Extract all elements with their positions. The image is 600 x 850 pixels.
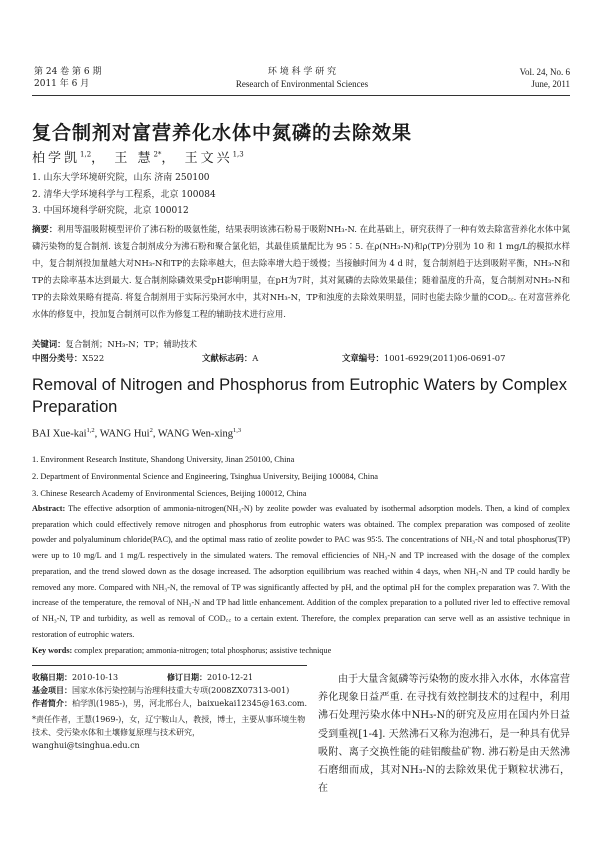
author-affil-mark: 1,2 — [86, 427, 95, 434]
header-right — [520, 66, 570, 90]
header-center — [34, 66, 570, 90]
author-affil-mark: 1,3 — [232, 150, 244, 159]
revised-date: 2010-12-21 — [207, 673, 254, 682]
author-affil-mark: 2* — [153, 150, 162, 159]
revised-label: 修订日期： — [167, 672, 207, 682]
abstract-cn — [32, 221, 570, 323]
author-list-en — [32, 427, 241, 440]
author-affil-mark: 2 — [149, 427, 153, 434]
abstract-label-cn: 摘要： — [32, 224, 58, 234]
keywords-label-en: Key words: — [32, 646, 73, 655]
author-name: WANG Hui — [99, 428, 150, 440]
bio-text: 柏学凯(1985-)，男，河北邢台人，baixuekai12345@163.com. — [72, 699, 308, 709]
date-cn: 2011 年 6 月 — [34, 79, 90, 89]
received-date: 2010-10-13 — [72, 673, 119, 682]
article-title-cn: 复合制剂对富营养化水体中氮磷的去除效果 — [32, 122, 413, 144]
classification-line — [32, 352, 572, 364]
author-name: 柏学凯 — [32, 151, 81, 166]
footnote-block — [32, 665, 307, 752]
author-separator: ， — [91, 151, 108, 166]
author-separator: ， — [161, 151, 178, 166]
affiliation-line: 1. 山东大学环境研究院，山东 济南 250100 — [32, 173, 210, 183]
author-separator: , — [94, 428, 100, 440]
clc-label: 中图分类号： — [32, 353, 83, 363]
article-title-en: Removal of Nitrogen and Phosphorus from Eutrophic Waters by Complex Preparation — [32, 376, 567, 416]
affiliation-line: 2. Department of Environmental Science and Engineering, Tsinghua University, Beijing 100084, China — [32, 472, 378, 481]
author-separator: , — [152, 428, 158, 440]
author-name: 王 慧 — [114, 151, 154, 166]
keywords-label-cn: 关键词： — [32, 339, 66, 349]
author-affil-mark: 1,2 — [80, 150, 92, 159]
date-en: June, 2011 — [531, 79, 570, 89]
author-affil-mark: 1,3 — [232, 427, 242, 434]
affiliation-line: 1. Environment Research Institute, Shandong University, Jinan 250100, China — [32, 455, 295, 464]
body-paragraph: 由于大量含氮磷等污染物的废水排入水体，水体富营养化现象日益严重. 在寻找有效控制技术的过程中，利用沸石处理污染水体中NH₃-N的研究及应用在国内外日益受到重视[1-4]. 天然沸石又称为泡沸石，是一种具有优异吸附、离子交换性能的硅铝酸盐矿物. 沸石粉是由天然沸石磨细而成，其对NH₃-N的去除效果优于颗粒状沸石，在 — [318, 674, 570, 795]
keywords-text-cn: 复合制剂；NH₃-N；TP；辅助技术 — [65, 339, 197, 349]
keywords-en — [32, 646, 331, 655]
bio-label: 作者简介： — [32, 698, 72, 709]
abstract-text-en: The effective adsorption of ammonia-nitrogen(NH₃-N) by zeolite powder was evaluated by isothermal adsorption models. Then, a kind of complex preparation which could effectively remove nitrogen and phosphorus from eutrophic waters was obtained. The complex preparation was composed of zeolite powder and polyaluminum chloride(PAC), and the optimal mass ratio of zeolite powder to PAC was 95∶5. The concentrations of NH₃-N and total phosphorus(TP) were up to 10 mg/L and 1 mg/L respectively in the simulated waters. The removal efficiencies of NH₃-N and TP increased with the dosage of the complex preparation, and the trend slowed down as the dosage increased. The adsorption equilibrium was reached within 4 days, when NH₃-N and TP could hardly be removed any more. Compared with NH₃-N, the removal of TP was significantly affected by pH, and the optimal pH for the complex preparation was 7. With the increase of the temperature, the removal of NH₃-N and TP had little enhancement. Addition of the complex preparation to a polluted river led to effective removal of NH₃-N, TP and turbidity, as well as removal of COD꜀꜀ to a certain extent. Therefore, the complex preparation can serve well as an assistive technique in restoration of eutrophic waters. — [32, 504, 570, 639]
footnote-rule — [32, 665, 307, 666]
fund-row — [32, 684, 307, 697]
abstract-en — [32, 501, 570, 642]
corresponding-author-note: *责任作者，王慧(1969-)，女，辽宁鞍山人，教授，博士，主要从事环境生物技术、受污染水体和土壤修复原理与技术研究，wanghui@tsinghua.edu.cn — [32, 714, 306, 751]
received-label: 收稿日期： — [32, 672, 72, 682]
doc-code-label: 文献标志码： — [202, 353, 253, 363]
header-rule — [32, 95, 570, 96]
journal-name-cn: 环 境 科 学 研 究 — [267, 67, 337, 77]
affiliation-line: 3. Chinese Research Academy of Environmental Sciences, Beijing 100012, China — [32, 489, 307, 498]
running-header — [34, 66, 570, 92]
affiliations-cn — [32, 170, 216, 220]
author-name: WANG Wen-xing — [157, 428, 233, 440]
fund-label: 基金项目： — [32, 685, 72, 696]
received-revised-row — [32, 671, 307, 684]
journal-name-en: Research of Environmental Sciences — [235, 79, 369, 89]
doc-code-value: A — [252, 353, 259, 363]
author-name: 王文兴 — [184, 151, 233, 166]
affiliation-line: 2. 清华大学环境科学与工程系，北京 100084 — [32, 189, 216, 200]
author-name: BAI Xue-kai — [32, 428, 87, 440]
volume-issue-en: Vol. 24, No. 6 — [519, 67, 570, 77]
volume-issue-cn: 第 24 卷 第 6 期 — [34, 67, 102, 77]
affiliation-line: 3. 中国环境科学研究院，北京 100012 — [32, 206, 189, 216]
bio-row — [32, 697, 307, 710]
clc-value: X522 — [82, 353, 105, 363]
author-list-cn — [32, 147, 244, 166]
article-no-label: 文章编号： — [342, 353, 384, 363]
affiliations-en — [32, 451, 378, 502]
fund-text: 国家水体污染控制与治理科技重大专项(2008ZX07313-001) — [72, 686, 290, 696]
keywords-cn — [32, 338, 197, 350]
abstract-label-en: Abstract: — [32, 504, 66, 513]
abstract-text-cn: 利用等温吸附模型评价了沸石粉的吸氨性能，结果表明该沸石粉易于吸附NH₃-N. 在此基础上，研究获得了一种有效去除富营养化水体中氮磷污染物的复合制剂. 该复合制剂成分为沸石粉和聚合氯化铝，其最佳质量配比为 95∶5. 在ρ(NH₃-N)和ρ(TP)分别为 10 和 1 mg/L的模拟水样中，复合制剂投加量越大对NH₃-N和TP的去除率越大，但去除率增大趋于缓慢；当接触时间为 4 d 时，复合制剂趋于达到吸附平衡，NH₃-N和TP的去除率基本达到最大. 复合制剂除磷效果受pH影响明显，在pH为7时，其对氮磷的去除效果最佳；随着温度的升高，复合制剂对NH₃-N和TP的去除效果略有提高. 将复合制剂用于实际污染河水中，其对NH₃-N，TP和浊度的去除效果明显，同时也能去除少量的COD꜀꜀. 在对富营养化水体的修复中，投加复合制剂可以作为修复工程的辅助技术进行应用. — [32, 224, 571, 319]
keywords-text-en: complex preparation; ammonia-nitrogen; total phosphorus; assistive technique — [72, 646, 332, 655]
article-no-value: 1001-6929(2011)06-0691-07 — [383, 353, 506, 363]
